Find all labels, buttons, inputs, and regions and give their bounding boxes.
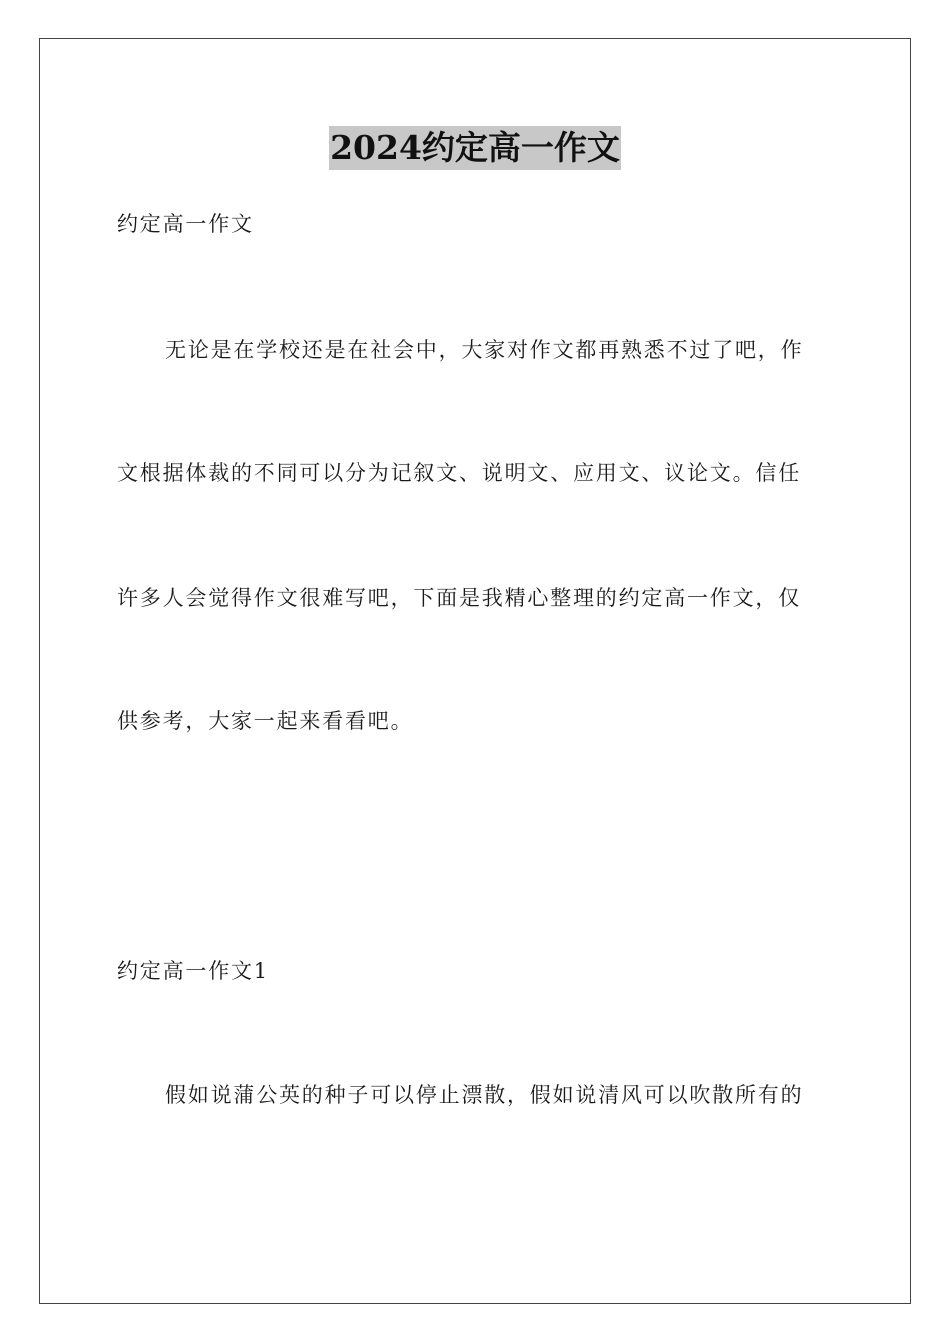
document-title: 2024约定高一作文 xyxy=(329,126,621,170)
section-paragraph-line-1: 假如说蒲公英的种子可以停止漂散，假如说清风可以吹散所有的 xyxy=(165,1083,804,1107)
subtitle: 约定高一作文 xyxy=(117,212,254,236)
intro-line-1: 无论是在学校还是在社会中，大家对作文都再熟悉不过了吧，作 xyxy=(165,338,804,362)
title-container xyxy=(0,126,950,170)
intro-line-3: 许多人会觉得作文很难写吧，下面是我精心整理的约定高一作文，仅 xyxy=(117,586,801,610)
intro-line-2: 文根据体裁的不同可以分为记叙文、说明文、应用文、议论文。信任 xyxy=(117,461,801,485)
intro-line-4: 供参考，大家一起来看看吧。 xyxy=(117,709,414,733)
section-heading: 约定高一作文1 xyxy=(117,959,269,983)
